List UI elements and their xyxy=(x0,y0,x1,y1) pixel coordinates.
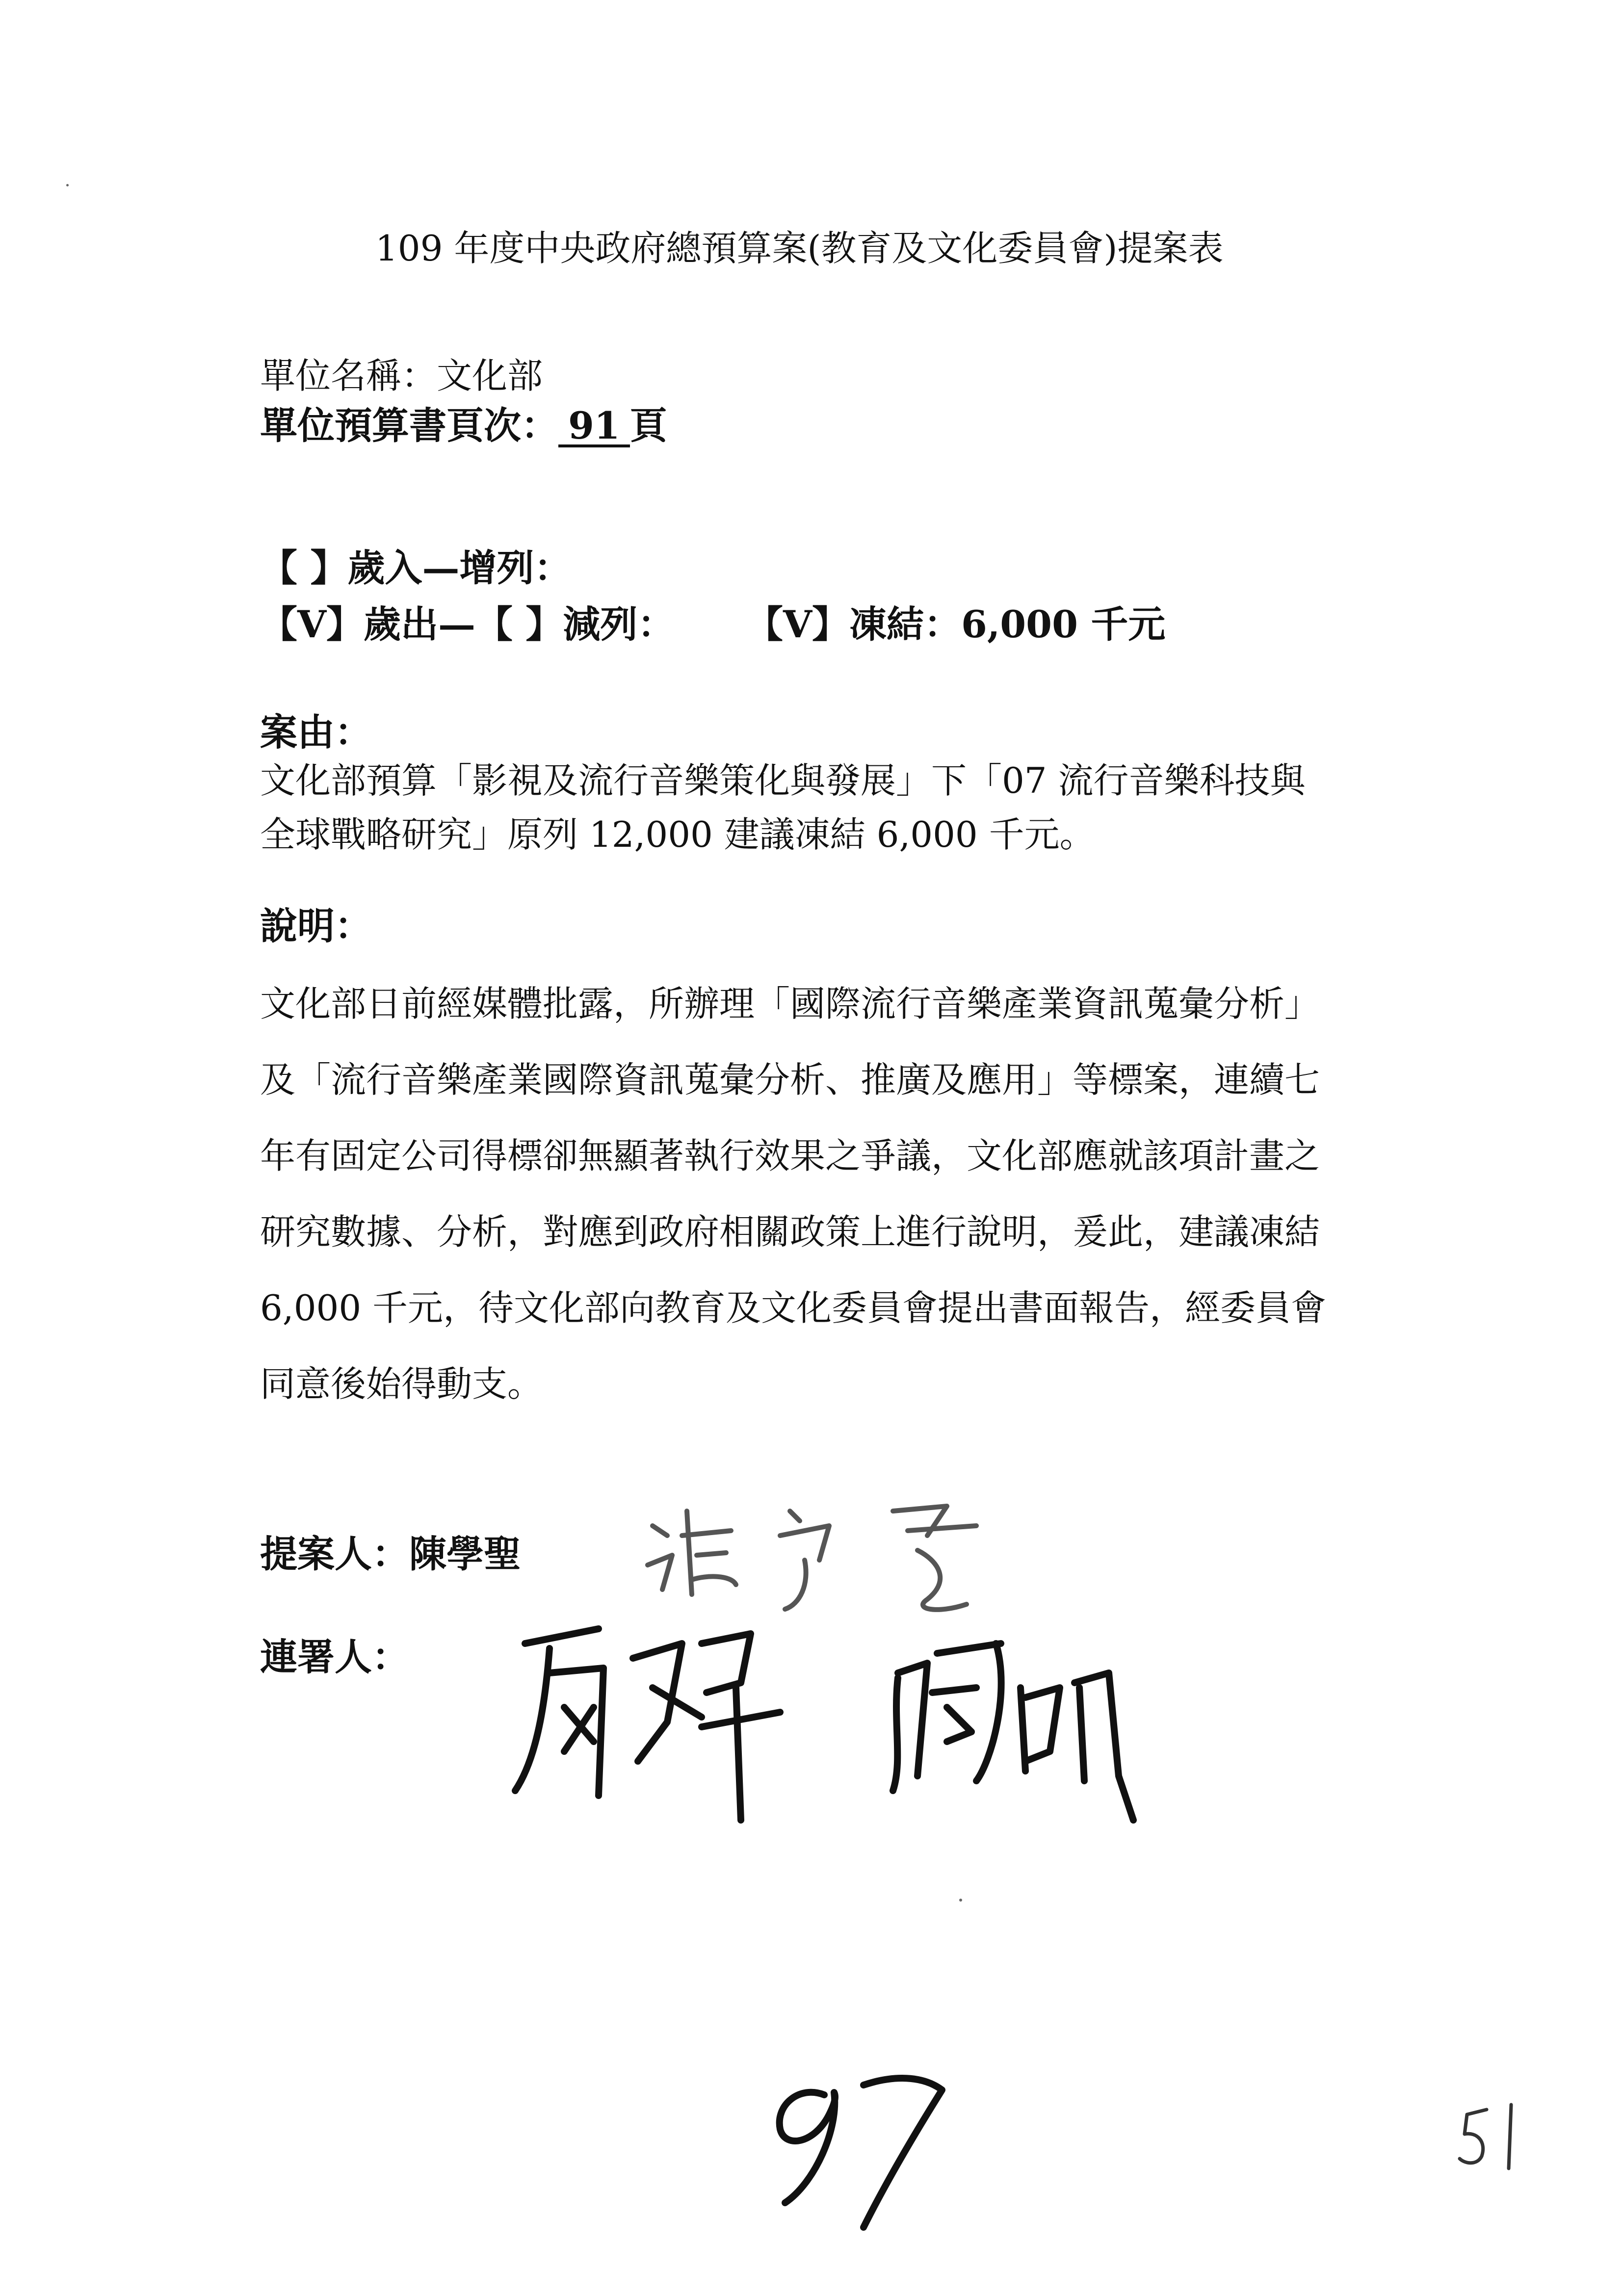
handwritten-corner-number xyxy=(1452,2095,1536,2183)
revenue-option: 【 】歲入—增列： xyxy=(260,546,572,590)
cause-line: 全球戰略研究」原列 12,000 建議凍結 6,000 千元。 xyxy=(260,814,1095,855)
cosigner-signature xyxy=(505,1614,1202,1850)
freeze-option: 【V】凍結：6,000 千元 xyxy=(746,602,1166,646)
unit-budget-page xyxy=(260,404,667,447)
cause-label: 案由： xyxy=(260,710,372,754)
proposer-signature xyxy=(633,1491,1025,1629)
description-line: 及「流行音樂產業國際資訊蒐彙分析、推廣及應用」等標案，連續七 xyxy=(260,1059,1320,1100)
unit-page-suffix: 頁 xyxy=(629,404,667,447)
description-line: 同意後始得動支。 xyxy=(260,1363,543,1405)
cause-line: 文化部預算「影視及流行音樂策化與發展」下「07 流行音樂科技與 xyxy=(260,760,1306,801)
unit-name: 單位名稱：文化部 xyxy=(260,355,543,396)
document-title: 109 年度中央政府總預算案(教育及文化委員會)提案表 xyxy=(375,228,1224,269)
handwritten-page-number xyxy=(756,2056,962,2242)
description-line: 文化部日前經媒體批露，所辦理「國際流行音樂產業資訊蒐彙分析」 xyxy=(260,983,1320,1024)
expenditure-option: 【V】歲出—【 】減列： xyxy=(260,602,675,646)
cosigner-label: 連署人： xyxy=(260,1635,409,1679)
description-line: 研究數據、分析，對應到政府相關政策上進行說明，爰此，建議凍結 xyxy=(260,1211,1320,1252)
unit-page-prefix: 單位預算書頁次： xyxy=(260,404,558,447)
unit-page-number: 91 xyxy=(558,407,630,447)
description-line: 年有固定公司得標卻無顯著執行效果之爭議，文化部應就該項計畫之 xyxy=(260,1135,1320,1176)
description-label: 說明： xyxy=(260,904,372,948)
proposer: 提案人：陳學聖 xyxy=(260,1532,521,1576)
description-line: 6,000 千元，待文化部向教育及文化委員會提出書面報告，經委員會 xyxy=(260,1287,1327,1329)
